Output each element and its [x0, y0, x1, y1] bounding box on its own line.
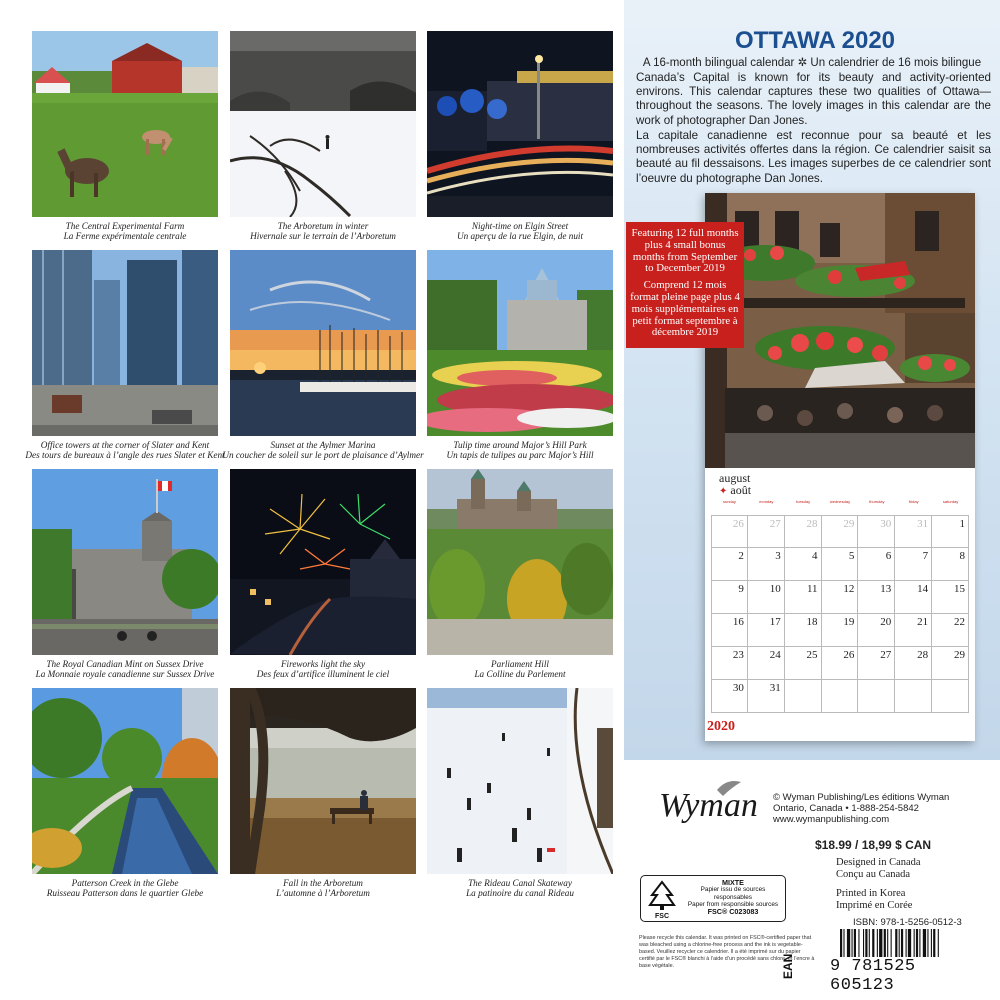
calendar-day-cell	[711, 680, 748, 713]
month-english: august	[719, 471, 751, 485]
calendar-day-cell	[748, 581, 785, 614]
calendar-day-cell	[822, 614, 859, 647]
calendar-day-number: 18	[806, 616, 818, 628]
calendar-day-cell	[858, 515, 895, 548]
caption-3: Night-time on Elgin Street Un aperçu de la rue Elgin, de nuit	[456, 221, 584, 242]
calendar-day-cell	[895, 680, 932, 713]
caption-12: The Rideau Canal Skateway La patinoire du canal Rideau	[466, 878, 574, 899]
calendar-day-cell	[785, 581, 822, 614]
calendar-day-cell	[785, 680, 822, 713]
calendar-day-cell	[711, 647, 748, 680]
calendar-preview	[705, 193, 975, 741]
photo-majors-hill-tulips	[427, 250, 613, 436]
ean-label: EAN	[781, 953, 795, 979]
calendar-day-number: 25	[806, 649, 818, 661]
calendar-day-number: 28	[806, 518, 818, 530]
fsc-logo-text: FSC	[655, 913, 669, 919]
day-name: thursday	[869, 499, 885, 504]
calendar-day-cell	[822, 548, 859, 581]
isbn: ISBN: 978-1-5256-0512-3	[853, 917, 962, 928]
calendar-day-number: 15	[953, 583, 965, 595]
calendar-day-cell	[711, 614, 748, 647]
calendar-day-number: 12	[843, 583, 855, 595]
calendar-day-cell	[822, 515, 859, 548]
calendar-title: OTTAWA 2020	[734, 27, 896, 54]
caption-4: Office towers at the corner of Slater and Kent Des tours de bureaux à l’angle des rues Slater et Kent	[25, 440, 225, 461]
calendar-day-number: 14	[917, 583, 929, 595]
calendar-day-number: 17	[769, 616, 781, 628]
calendar-day-cell	[932, 680, 969, 713]
calendar-preview-photo	[705, 193, 975, 468]
photo-fireworks	[230, 469, 416, 655]
day-name: sunday	[722, 499, 736, 504]
calendar-preview-days	[711, 515, 969, 713]
calendar-day-cell	[822, 581, 859, 614]
calendar-preview-day-names	[711, 499, 969, 515]
barcode-digits: 9 781525 605123	[830, 957, 990, 995]
description-french: La capitale canadienne est reconnue pour sa beauté et les nombreuses activités offertes dans la région. Ce calendrier saisit sa beauté au fil dessaisons. Les images superbes de ce calendrier sont l’oeuvre du photographe Dan Jones.	[636, 129, 991, 185]
wyman-logo-text: Wyman	[659, 787, 758, 824]
calendar-day-number: 31	[917, 518, 929, 530]
caption-1: The Central Experimental Farm La Ferme expérimentale centrale	[63, 221, 187, 242]
calendar-day-cell	[895, 515, 932, 548]
calendar-day-number: 10	[769, 583, 781, 595]
feature-box	[626, 222, 744, 348]
calendar-day-number: 24	[769, 649, 781, 661]
fsc-label: FSC MIXTE Papier issu de sources responsables Paper from responsible sources FSC® C023083	[640, 875, 786, 922]
caption-9: Parliament Hill La Colline du Parlement	[474, 659, 566, 680]
caption-8: Fireworks light the sky Des feux d’artifice illuminent le ciel	[256, 659, 390, 680]
calendar-day-cell	[932, 614, 969, 647]
calendar-day-number: 5	[848, 550, 855, 562]
calendar-day-number: 26	[843, 649, 855, 661]
calendar-day-number: 4	[812, 550, 818, 562]
day-name: wednesday	[829, 499, 851, 504]
caption-6: Tulip time around Major’s Hill Park Un tapis de tulipes au parc Major’s Hill	[446, 440, 594, 461]
calendar-day-cell	[748, 647, 785, 680]
calendar-day-cell	[858, 548, 895, 581]
calendar-day-number: 30	[880, 518, 892, 530]
calendar-day-cell	[785, 647, 822, 680]
calendar-day-number: 1	[959, 518, 965, 530]
feature-text-french: Comprend 12 mois format pleine page plus 4 mois supplémentaires en petit format septembre à décembre 2019	[630, 279, 740, 339]
calendar-day-cell	[858, 581, 895, 614]
calendar-day-cell	[895, 581, 932, 614]
caption-2: The Arboretum in winter Hivernale sur le terrain de l’Arboretum	[250, 221, 396, 242]
description-english: Canada’s Capital is known for its beauty and activity-oriented environs. This calendar captures these two qualities of Ottawa—throughout the seasons. The lovely images in this calendar are the work of photographer Dan Jones.	[636, 71, 991, 127]
photo-royal-canadian-mint	[32, 469, 218, 655]
recycle-note: Please recycle this calendar. It was printed on FSC®-certified paper that was bleached using a chlorine-free process and the ink is vegetable-based. Veuillez recycler ce calendrier. Il a été imprimé sur du papier certifié par le FSC® blanchi à l’aide d’un procédé sans chlore, et l’encre à base végétale.	[639, 935, 815, 970]
calendar-day-number: 19	[843, 616, 855, 628]
calendar-day-cell	[932, 515, 969, 548]
photo-patterson-creek	[32, 688, 218, 874]
photo-parliament-hill	[427, 469, 613, 655]
photo-rideau-skateway	[427, 688, 613, 874]
calendar-day-cell	[932, 581, 969, 614]
calendar-day-number: 23	[732, 649, 744, 661]
calendar-day-cell	[748, 515, 785, 548]
calendar-preview-year: 2020	[707, 719, 735, 734]
printed-in: Printed in Korea Imprimé en Corée	[836, 888, 913, 911]
calendar-day-cell	[748, 614, 785, 647]
calendar-day-number: 28	[917, 649, 929, 661]
calendar-day-cell	[858, 614, 895, 647]
photo-central-experimental-farm	[32, 31, 218, 217]
calendar-day-number: 8	[959, 550, 965, 562]
calendar-day-cell	[822, 680, 859, 713]
calendar-preview-month	[719, 472, 751, 498]
calendar-day-number: 3	[775, 550, 781, 562]
photo-arboretum-winter	[230, 31, 416, 217]
calendar-day-number: 26	[732, 518, 744, 530]
calendar-day-cell	[711, 548, 748, 581]
calendar-day-cell	[785, 548, 822, 581]
day-name: tuesday	[796, 499, 811, 504]
caption-11: Fall in the Arboretum L’automne à l’Arboretum	[276, 878, 370, 899]
calendar-day-number: 27	[769, 518, 781, 530]
caption-10: Patterson Creek in the Glebe Ruisseau Patterson dans le quartier Glebe	[46, 878, 204, 899]
price: $18.99 / 18,99 $ CAN	[815, 838, 932, 852]
calendar-day-number: 11	[806, 583, 818, 595]
photo-aylmer-marina-sunset	[230, 250, 416, 436]
calendar-day-number: 29	[843, 518, 855, 530]
feature-text-english: Featuring 12 full months plus 4 small bonus months from September to December 2019	[631, 227, 739, 275]
calendar-day-number: 31	[769, 682, 781, 694]
wyman-logo	[657, 778, 769, 828]
calendar-day-number: 7	[922, 550, 929, 562]
calendar-day-number: 9	[738, 583, 744, 595]
calendar-day-cell	[932, 548, 969, 581]
calendar-day-cell	[822, 647, 859, 680]
calendar-day-number: 13	[880, 583, 892, 595]
calendar-day-cell	[858, 680, 895, 713]
calendar-day-number: 2	[738, 550, 744, 562]
fsc-tree-icon	[646, 879, 678, 919]
calendar-day-cell	[895, 647, 932, 680]
calendar-day-cell	[895, 614, 932, 647]
calendar-day-cell	[711, 515, 748, 548]
photo-arboretum-fall	[230, 688, 416, 874]
photo-elgin-street-night	[427, 31, 613, 217]
calendar-day-cell	[785, 515, 822, 548]
calendar-day-number: 22	[953, 616, 965, 628]
calendar-day-number: 30	[732, 682, 744, 694]
day-name: monday	[759, 499, 774, 504]
calendar-day-cell	[785, 614, 822, 647]
calendar-day-number: 6	[885, 550, 892, 562]
calendar-preview-grid-area	[705, 469, 975, 741]
calendar-day-number: 16	[732, 616, 744, 628]
calendar-day-cell	[858, 647, 895, 680]
calendar-day-cell	[932, 647, 969, 680]
calendar-day-number: 20	[880, 616, 892, 628]
maple-leaf-icon: ✦	[719, 486, 728, 497]
caption-7: The Royal Canadian Mint on Sussex Drive La Monnaie royale canadienne sur Sussex Drive	[35, 659, 215, 680]
month-french: août	[730, 483, 752, 497]
calendar-day-number: 27	[880, 649, 892, 661]
designed-in: Designed in Canada Conçu au Canada	[836, 857, 921, 880]
calendar-day-cell	[895, 548, 932, 581]
day-name: friday	[908, 499, 919, 504]
publisher-info: © Wyman Publishing/Les éditions Wyman Ontario, Canada • 1-888-254-5842 www.wymanpublishing.com	[773, 792, 950, 825]
caption-5: Sunset at the Aylmer Marina Un coucher de soleil sur le port de plaisance d’Aylmer	[222, 440, 424, 461]
calendar-day-cell	[748, 680, 785, 713]
calendar-subtitle: A 16-month bilingual calendar ✲ Un calendrier de 16 mois bilingue	[642, 57, 982, 69]
day-name: saturday	[942, 499, 959, 504]
calendar-day-cell	[711, 581, 748, 614]
calendar-day-number: 21	[917, 616, 929, 628]
calendar-day-cell	[748, 548, 785, 581]
calendar-day-number: 29	[953, 649, 965, 661]
photo-office-towers	[32, 250, 218, 436]
